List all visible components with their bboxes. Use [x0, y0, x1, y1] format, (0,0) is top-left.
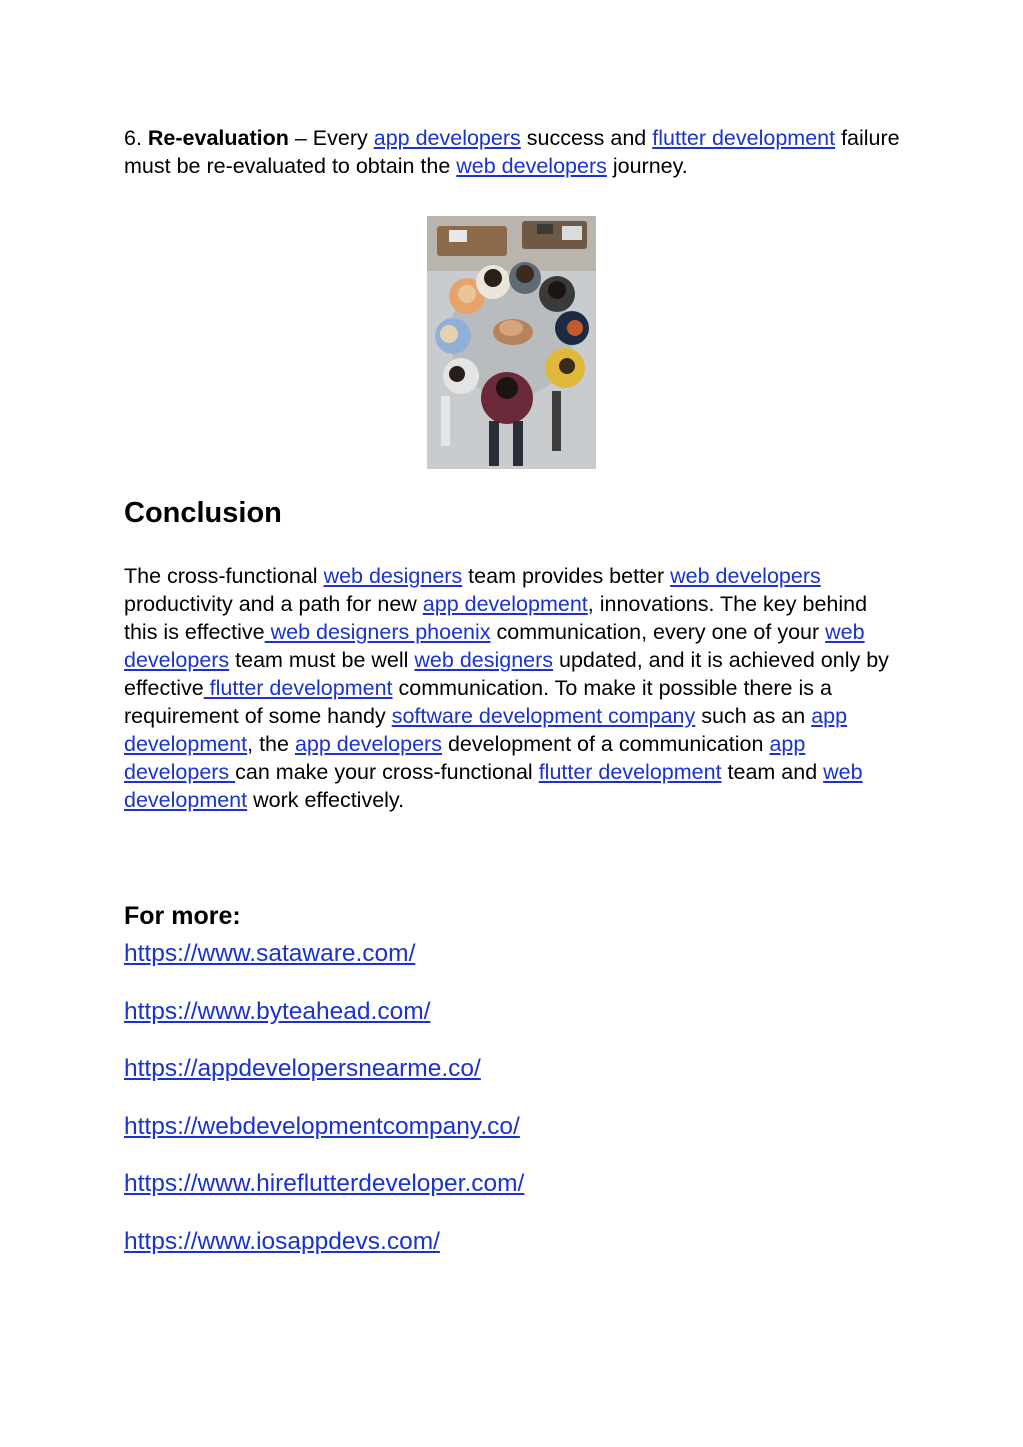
link-web-developers[interactable]: web developers: [670, 564, 821, 588]
link-sataware[interactable]: https://www.sataware.com/: [124, 940, 416, 967]
text-run: , innovations. The key behind this is effective: [124, 592, 868, 644]
conclusion-heading: Conclusion: [124, 497, 282, 529]
link-web-development[interactable]: web development: [124, 760, 863, 812]
text-run: such as an: [695, 704, 812, 728]
text-run: , the: [247, 732, 295, 756]
document-page: [124, 124, 904, 1283]
text-run: productivity and a path for new: [124, 592, 423, 616]
link-flutter-development[interactable]: flutter development: [538, 760, 722, 784]
link-byteahead[interactable]: https://www.byteahead.com/: [124, 997, 431, 1025]
text-run: communication, every one of your: [490, 620, 826, 644]
link-flutter-development[interactable]: flutter development: [203, 676, 393, 700]
conclusion-paragraph: [124, 562, 904, 814]
team-photo: [427, 216, 596, 469]
link-web-designers-phoenix[interactable]: web designers phoenix: [264, 620, 491, 644]
link-web-developers[interactable]: web developers: [124, 620, 865, 672]
link-web-designers[interactable]: web designers: [414, 648, 554, 672]
link-web-designers[interactable]: web designers: [323, 564, 463, 588]
reference-links: [124, 938, 904, 1258]
text-run: work effectively.: [247, 788, 405, 812]
link-software-development-company[interactable]: software development company: [391, 704, 696, 728]
text-run: can make your cross-functional: [235, 760, 539, 784]
link-appdevelopersnearme[interactable]: https://appdevelopersnearme.co/: [124, 1055, 481, 1082]
link-flutter-development[interactable]: flutter development: [652, 126, 836, 150]
link-hireflutterdeveloper[interactable]: https://www.hireflutterdeveloper.com/: [124, 1170, 525, 1197]
text-run: journey.: [606, 154, 688, 178]
text-run: – Every: [288, 126, 374, 150]
link-app-development[interactable]: app development: [124, 704, 848, 756]
section-6-paragraph: [124, 124, 904, 180]
link-web-developers[interactable]: web developers: [456, 154, 607, 178]
for-more-heading: For more:: [124, 902, 241, 930]
link-app-development[interactable]: app development: [422, 592, 588, 616]
text-run: development of a communication: [441, 732, 770, 756]
link-app-developers[interactable]: app developers: [294, 732, 442, 756]
link-app-developers[interactable]: app developers: [373, 126, 521, 150]
section-number: 6.: [124, 126, 148, 150]
text-run: team and: [721, 760, 824, 784]
link-iosappdevs[interactable]: https://www.iosappdevs.com/: [124, 1227, 440, 1255]
text-run: failure must be re-evaluated to obtain the: [124, 126, 900, 178]
section-title: Re-evaluation: [147, 126, 289, 150]
team-hands-together-photo-icon: [427, 216, 596, 469]
text-run: team provides better: [462, 564, 671, 588]
text-run: updated, and it is achieved only by effective: [124, 648, 889, 700]
link-app-developers[interactable]: app developers: [124, 732, 806, 784]
text-run: success and: [520, 126, 653, 150]
link-webdevelopmentcompany[interactable]: https://webdevelopmentcompany.co/: [124, 1112, 520, 1140]
text-run: communication. To make it possible there is a requirement of some handy: [124, 676, 832, 728]
text-run: team must be well: [229, 648, 415, 672]
text-run: The cross-functional: [124, 564, 324, 588]
